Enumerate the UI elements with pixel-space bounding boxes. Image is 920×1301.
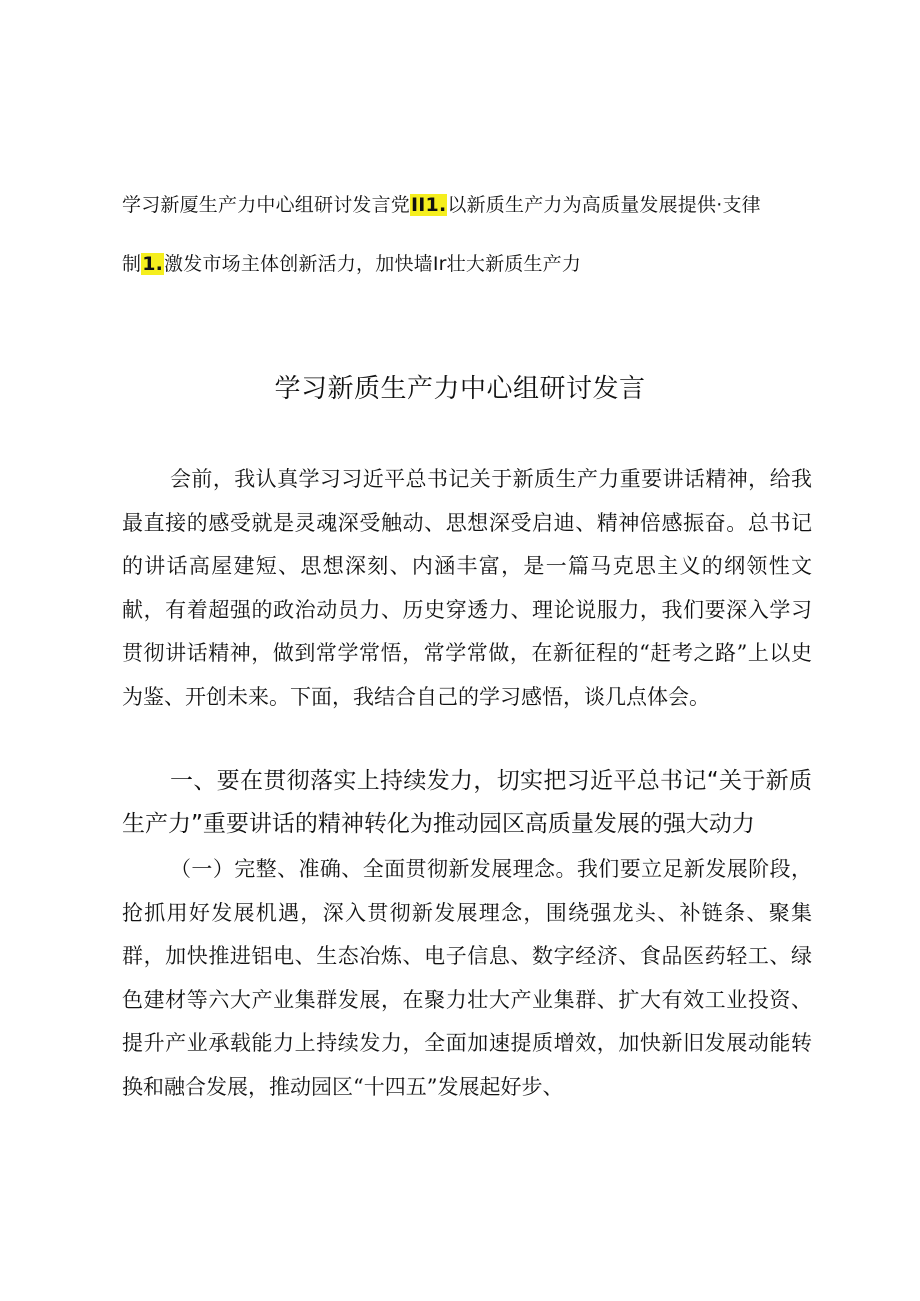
section-heading-1: 一、要在贯彻落实上持续发力，切实把习近平总书记“关于新质生产力”重要讲话的精神转化为推动园区高质量发展的强大动力: [122, 768, 812, 837]
paragraph-intro: 会前，我认真学习习近平总书记关于新质生产力重要讲话精神，给我最直接的感受就是灵魂深受触动、思想深受启迪、精神倍感振奋。总书记的讲话高屋建短、思想深刻、内涵丰富，是一篇马克思主义的纲领性文献，有着超强的政治动员力、历史穿透力、理论说服力，我们要深入学习贯彻讲话精神，做到常学常悟，常学常做，在新征程的“赶考之路”上以史为鉴、开创未来。下面，我结合自己的学习感悟，谈几点体会。: [122, 467, 812, 709]
header-line-2: [122, 249, 581, 276]
header-line-2-tail: 激发市场主体创新活力，加快墙Ir壮大新质生产力: [164, 253, 582, 275]
paragraph-section1-1: （一）完整、准确、全面贯彻新发展理念。我们要立足新发展阶段，抢抓用好发展机遇，深入贯彻新发展理念，围绕强龙头、补链条、聚集群，加快推进铝电、生态冶炼、电子信息、数字经济、食品医药轻工、绿色建材等六大产业集群发展，在聚力壮大产业集群、扩大有效工业投资、提升产业承载能力上持续发力，全面加速提质增效，加快新旧发展动能转换和融合发展，推动园区“十四五”发展起好步、: [122, 857, 812, 1099]
document-title: 学习新质生产力中心组研讨发言: [274, 374, 646, 404]
header-line-1: [122, 190, 761, 217]
highlight-mark: II1.: [411, 194, 447, 216]
header-line-2-prefix: 制: [122, 253, 142, 275]
highlight-mark: 1.: [142, 253, 164, 275]
header-line-1-tail: 以新质生产力为高质量发展提供·支律: [447, 194, 761, 216]
header-line-1-text: 学习新厦生产力中心组研讨发言党: [122, 194, 411, 216]
